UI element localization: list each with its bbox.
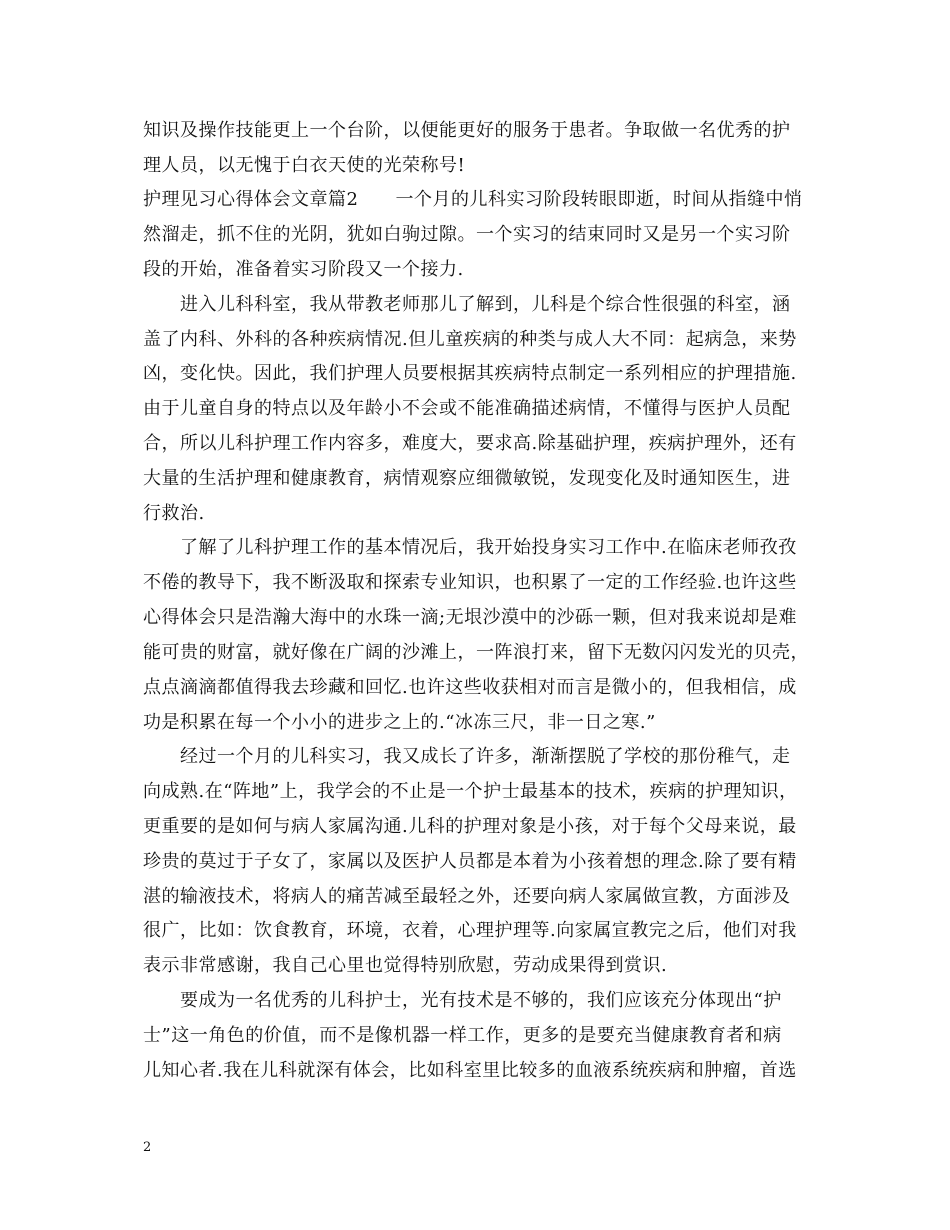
text-line: 合，所以儿科护理工作内容多，难度大，要求高.除基础护理，疾病护理外，还有 xyxy=(143,433,797,454)
text-line: 进入儿科科室，我从带教老师那儿了解到，儿科是个综合性很强的科室，涵 xyxy=(143,294,791,315)
text-line: 表示非常感谢，我自己心里也觉得特别欣慰，劳动成果得到赏识. xyxy=(143,955,668,976)
text-line: 然溜走，抓不住的光阴，犹如白驹过隙。一个实习的结束同时又是另一个实习阶 xyxy=(143,224,791,245)
text-line: 大量的生活护理和健康教育，病情观察应细微敏锐，发现变化及时通知医生，进 xyxy=(143,468,791,489)
text-line: 湛的输液技术，将病人的痛苦减至最轻之外，还要向病人家属做宣教，方面涉及 xyxy=(143,886,791,907)
text-line: 由于儿童自身的特点以及年龄小不会或不能准确描述病情，不懂得与医护人员配 xyxy=(143,398,791,419)
text-line: 向成熟.在“阵地”上，我学会的不止是一个护士最基本的技术，疾病的护理知识， xyxy=(143,781,798,802)
text-line: 经过一个月的儿科实习，我又成长了许多，渐渐摆脱了学校的那份稚气，走 xyxy=(143,746,791,767)
text-line: 了解了儿科护理工作的基本情况后，我开始投身实习工作中.在临床老师孜孜 xyxy=(143,537,797,558)
text-line: 士”这一角色的价值，而不是像机器一样工作，更多的是要充当健康教育者和病 xyxy=(143,1025,782,1046)
text-line: 更重要的是如何与病人家属沟通.儿科的护理对象是小孩，对于每个父母来说，最 xyxy=(143,816,797,837)
text-line: 功是积累在每一个小小的进步之上的.“冰冻三尺，非一日之寒.” xyxy=(143,712,656,733)
text-line: 凶，变化快。因此，我们护理人员要根据其疾病特点制定一系列相应的护理措施. xyxy=(143,363,797,384)
text-line: 理人员，以无愧于白衣天使的光荣称号! xyxy=(143,155,466,176)
text-line: 知识及操作技能更上一个台阶，以便能更好的服务于患者。争取做一名优秀的护 xyxy=(143,120,791,141)
text-line: 心得体会只是浩瀚大海中的水珠一滴;无垠沙漠中的沙砾一颗，但对我来说却是难 xyxy=(143,607,798,628)
text-line: 儿知心者.我在儿科就深有体会，比如科室里比较多的血液系统疾病和肿瘤，首选 xyxy=(143,1060,797,1081)
text-line: 不倦的教导下，我不断汲取和探索专业知识，也积累了一定的工作经验.也许这些 xyxy=(143,572,797,593)
text-line: 盖了内科、外科的各种疾病情况.但儿童疾病的种类与成人大不同：起病急，来势 xyxy=(143,329,797,350)
text-line: 要成为一名优秀的儿科护士，光有技术是不够的，我们应该充分体现出“护 xyxy=(143,990,782,1011)
text-line: 能可贵的财富，就好像在广阔的沙滩上，一阵浪打来，留下无数闪闪发光的贝壳， xyxy=(143,642,809,663)
page-number: 2 xyxy=(143,1140,152,1155)
text-line: 护理见习心得体会文章篇2 一个月的儿科实习阶段转眼即逝，时间从指缝中悄 xyxy=(143,189,803,210)
text-line: 珍贵的莫过于子女了，家属以及医护人员都是本着为小孩着想的理念.除了要有精 xyxy=(143,851,797,872)
text-line: 行救治. xyxy=(143,503,205,524)
text-line: 段的开始，准备着实习阶段又一个接力. xyxy=(143,259,464,280)
text-line: 很广，比如：饮食教育，环境，衣着，心理护理等.向家属宣教完之后，他们对我 xyxy=(143,920,797,941)
text-line: 点点滴滴都值得我去珍藏和回忆.也许这些收获相对而言是微小的，但我相信，成 xyxy=(143,677,797,698)
